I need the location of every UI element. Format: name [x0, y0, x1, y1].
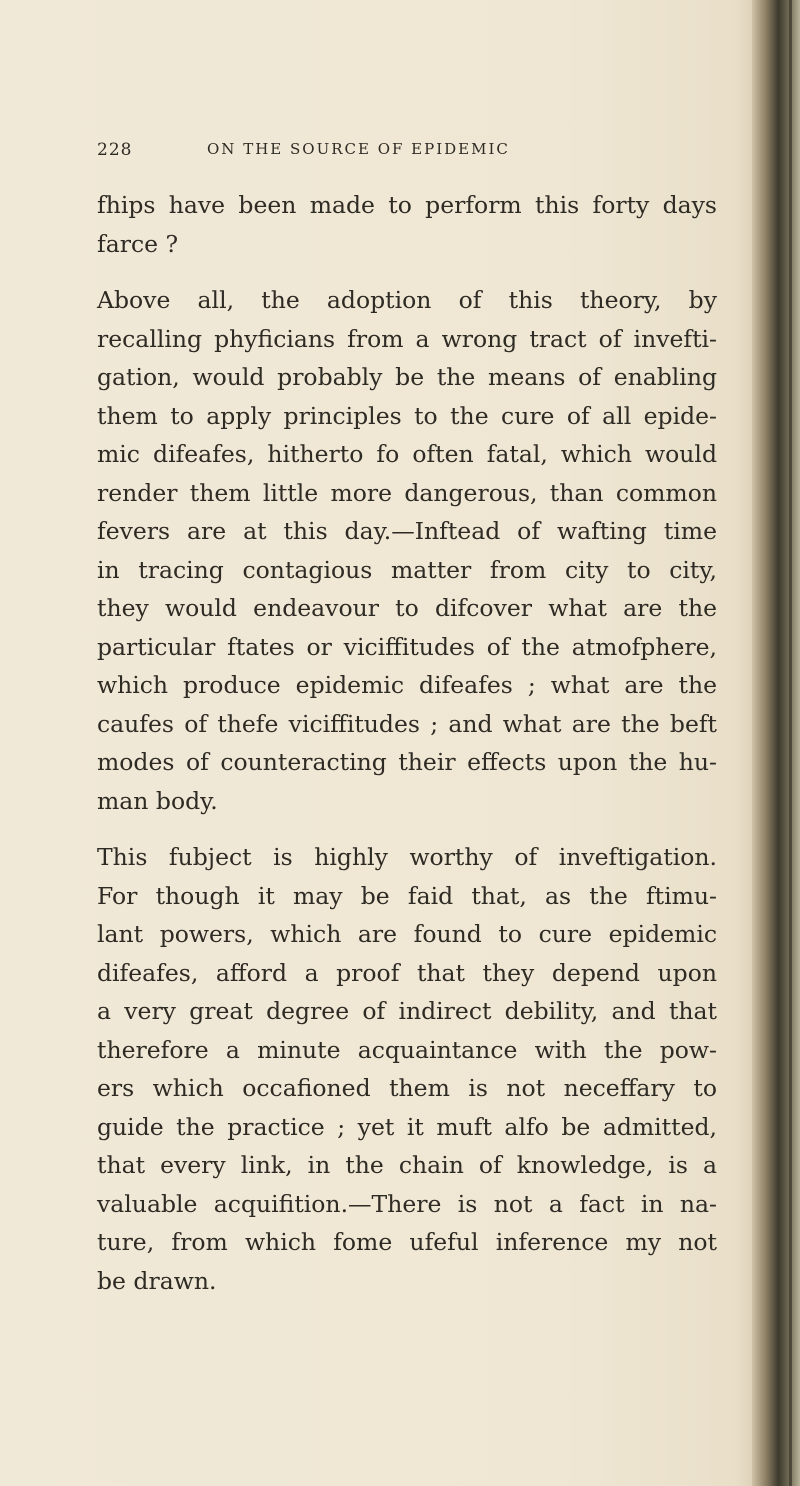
- text-line: which produce epidemic difeafes ; what are the: [97, 671, 717, 699]
- text-line: particular ftates or viciffitudes of the atmofphere,: [97, 632, 717, 661]
- text-line: difeafes, afford a proof that they depend upon: [97, 958, 717, 987]
- text-line: fhips have been made to perform this forty days: [97, 191, 717, 219]
- text-line: This fubject is highly worthy of inveftigation.: [97, 843, 717, 871]
- text-line: a very great degree of indirect debility, and that: [97, 997, 717, 1025]
- paragraph: [97, 838, 717, 1300]
- paragraph: [97, 281, 717, 820]
- body-text: [97, 186, 717, 1300]
- text-line: lant powers, which are found to cure epidemic: [97, 920, 717, 948]
- book-spine-shadow: [752, 0, 800, 1486]
- text-line: For though it may be faid that, as the ftimu-: [97, 881, 717, 910]
- text-line: them to apply principles to the cure of all epide-: [97, 401, 717, 430]
- page-edge: [789, 0, 792, 1486]
- page-number: 228: [97, 140, 133, 160]
- text-line: in tracing contagious matter from city to city,: [97, 555, 717, 584]
- text-line: fevers are at this day.—Inftead of wafting time: [97, 517, 717, 545]
- text-line: guide the practice ; yet it muft alfo be admitted,: [97, 1112, 717, 1141]
- paragraph: [97, 186, 717, 263]
- text-line: be drawn.: [97, 1266, 217, 1295]
- text-line: farce ?: [97, 229, 179, 258]
- text-line: Above all, the adoption of this theory, by: [97, 286, 717, 314]
- text-line: they would endeavour to difcover what are the: [97, 594, 717, 622]
- text-line: valuable acquifition.—There is not a fact in na-: [97, 1189, 717, 1218]
- text-line: that every link, in the chain of knowledge, is a: [97, 1151, 717, 1179]
- text-line: ers which occafioned them is not neceffary to: [97, 1074, 717, 1102]
- text-line: gation, would probably be the means of enabling: [97, 363, 717, 391]
- text-line: caufes of thefe viciffitudes ; and what are the beft: [97, 709, 717, 738]
- text-line: recalling phyficians from a wrong tract of invefti-: [97, 324, 717, 353]
- text-line: therefore a minute acquaintance with the pow-: [97, 1035, 717, 1064]
- text-line: man body.: [97, 786, 218, 815]
- running-head: [97, 140, 697, 170]
- text-line: mic difeafes, hitherto fo often fatal, which would: [97, 440, 717, 468]
- running-title: ON THE SOURCE OF EPIDEMIC: [207, 140, 510, 158]
- text-line: render them little more dangerous, than common: [97, 478, 717, 507]
- text-line: modes of counteracting their effects upon the hu-: [97, 748, 717, 776]
- text-line: ture, from which fome ufeful inference my not: [97, 1228, 717, 1256]
